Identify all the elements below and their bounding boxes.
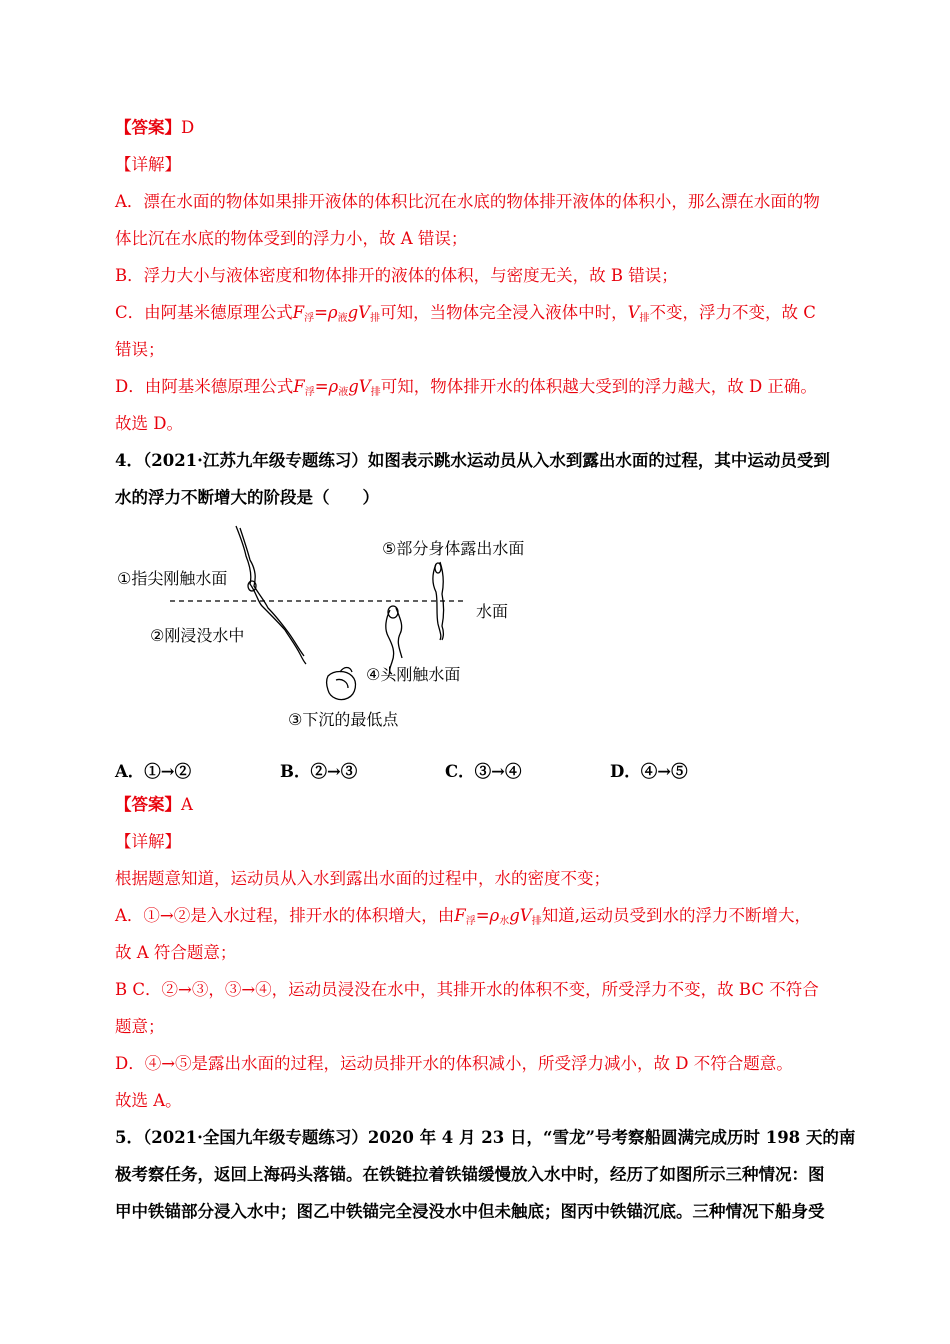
q3-explanation-a2: 体比沉在水底的物体受到的浮力小，故 A 错误； — [115, 229, 468, 248]
q4-stem-line2: 水的浮力不断增大的阶段是（ ） — [115, 488, 379, 507]
formula-g: g — [348, 377, 359, 396]
formula-sub-fu: 浮 — [304, 313, 315, 324]
formula-sub-ye: 液 — [337, 313, 348, 324]
label-fingertip-touch: ①指尖刚触水面 — [117, 569, 228, 588]
label-partly-out: ⑤部分身体露出水面 — [382, 539, 525, 558]
q4-answer-line — [115, 794, 193, 816]
q3-explanation-c1 — [115, 302, 816, 330]
formula-sub-fu: 浮 — [304, 387, 315, 398]
formula-sub-shui: 水 — [499, 916, 510, 927]
formula-v: V — [358, 377, 371, 396]
q4-intro: 根据题意知道，运动员从入水到露出水面的过程中，水的密度不变； — [115, 869, 610, 888]
option-c: C．③→④ — [445, 762, 522, 781]
a-suffix: 知道,运动员受到水的浮力不断增大， — [541, 906, 811, 925]
answer-value: D — [181, 118, 195, 137]
symbol-sub-pai: 排 — [639, 313, 650, 324]
q4-explanation-bc1: B C．②→③，③→④，运动员浸没在水中，其排开水的体积不变，所受浮力不变，故 BC 不符合 — [115, 980, 819, 999]
formula-rho: ρ — [328, 377, 339, 396]
diver-head-surface-icon — [386, 606, 402, 674]
formula-sub-pai: 排 — [531, 916, 542, 927]
formula-g: g — [347, 303, 359, 322]
formula-rho: ρ — [489, 906, 500, 925]
option-b: B．②→③ — [280, 762, 358, 781]
formula-sub-pai: 排 — [370, 387, 381, 398]
label-head-touch: ④头刚触水面 — [366, 665, 461, 684]
formula-g: g — [509, 906, 520, 925]
diver-entering-icon — [236, 526, 306, 664]
q3-answer-line — [115, 117, 194, 139]
label-just-submerged: ②刚浸没水中 — [150, 626, 245, 645]
q3-detail-tag: 【详解】 — [115, 155, 181, 174]
formula-eq: = — [314, 303, 328, 322]
q5-stem-line3: 甲中铁锚部分浸入水中；图乙中铁锚完全浸没水中但未触底；图丙中铁锚沉底。三种情况下船身受 — [115, 1202, 825, 1221]
q4-detail-tag: 【详解】 — [115, 832, 181, 851]
formula-v: V — [358, 303, 371, 322]
q4-explanation-bc2: 题意； — [115, 1017, 165, 1036]
q4-explanation-d: D．④→⑤是露出水面的过程，运动员排开水的体积减小，所受浮力减小，故 D 不符合题意。 — [115, 1054, 793, 1073]
q3-explanation-a1: A．漂在水面的物体如果排开液体的体积比沉在水底的物体排开液体的体积小，那么漂在水面的物 — [115, 192, 820, 211]
option-a: A．①→② — [115, 762, 192, 781]
q4-conclusion: 故选 A。 — [115, 1091, 182, 1110]
q4-stem-line1: 4．（2021·江苏九年级专题练习）如图表示跳水运动员从入水到露出水面的过程，其中运动员受到 — [115, 451, 830, 470]
formula-rho: ρ — [327, 303, 338, 322]
q5-stem-line2: 极考察任务，返回上海码头落锚。在铁链拉着铁锚缓慢放入水中时，经历了如图所示三种情况：图 — [115, 1165, 825, 1184]
label-lowest-point: ③下沉的最低点 — [288, 710, 399, 729]
q5-stem-line1: 5．（2021·全国九年级专题练习）2020 年 4 月 23 日，“雪龙”号考察船圆满完成历时 198 天的南 — [115, 1128, 856, 1147]
diver-lowest-icon — [327, 668, 356, 700]
formula-f: F — [293, 377, 305, 396]
formula-v: V — [519, 906, 532, 925]
d-prefix: D．由阿基米德原理公式 — [115, 377, 294, 396]
symbol-v: V — [627, 303, 640, 322]
q3-conclusion: 故选 D。 — [115, 414, 183, 433]
answer-tag: 【答案】 — [115, 795, 181, 814]
q3-explanation-d — [115, 376, 817, 404]
formula-eq: = — [475, 906, 490, 925]
q3-explanation-c2: 错误； — [115, 340, 165, 359]
diving-diagram-svg — [110, 522, 540, 737]
a-prefix: A．①→②是入水过程，排开水的体积增大，由 — [115, 906, 455, 925]
label-water-surface: 水面 — [476, 602, 509, 621]
c-suffix: 可知，当物体完全浸入液体中时， — [380, 303, 628, 322]
c-tail: 不变，浮力不变，故 C — [649, 303, 816, 322]
formula-sub-ye: 液 — [338, 387, 349, 398]
q4-explanation-a2: 故 A 符合题意； — [115, 943, 237, 962]
formula-sub-fu: 浮 — [465, 916, 476, 927]
answer-tag: 【答案】 — [115, 118, 181, 137]
diving-diagram — [110, 522, 540, 737]
option-d: D．④→⑤ — [610, 762, 688, 781]
formula-sub-pai: 排 — [370, 313, 381, 324]
q4-explanation-a1 — [115, 905, 811, 933]
q3-explanation-b: B．浮力大小与液体密度和物体排开的液体的体积，与密度无关，故 B 错误； — [115, 266, 678, 285]
formula-f: F — [292, 303, 305, 322]
formula-eq: = — [314, 377, 329, 396]
formula-f: F — [454, 906, 466, 925]
answer-value: A — [181, 795, 193, 814]
d-suffix: 可知，物体排开水的体积越大受到的浮力越大，故 D 正确。 — [380, 377, 817, 396]
c-prefix: C．由阿基米德原理公式 — [115, 303, 293, 322]
